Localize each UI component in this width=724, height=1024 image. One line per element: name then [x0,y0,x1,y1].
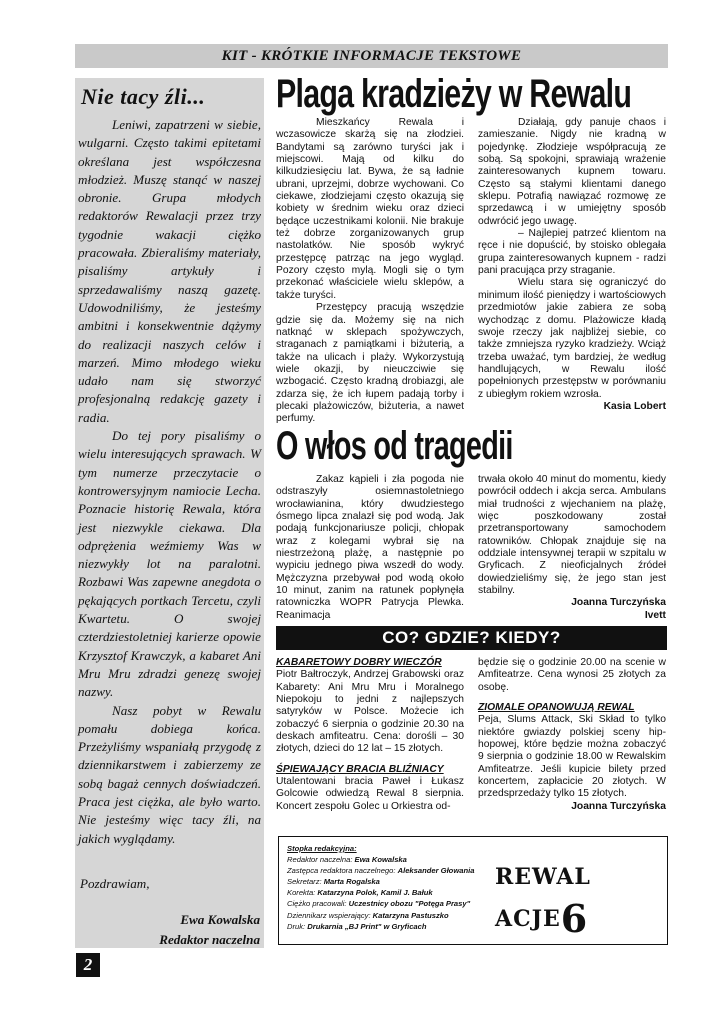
event-title: KABARETOWY DOBRY WIECZÓR [276,657,442,668]
event-title: ŚPIEWAJĄCY BRACIA BLIŹNIACY [276,763,444,775]
event-author: Joanna Turczyńska [571,800,666,812]
event-text: Peja, Slums Attack, Ski Skład to tylko niektóre gwiazdy polskiej sceny hip-hopowej, które będzie można zobaczyć 9 sierpnia o godzinie 18.00 w Rewalskim Amfiteatrze. Jeśli kupicie bilety przed koncertem, zapłacicie 20 złotych. W przedsprzedaży tylko 15 złotych. [478,714,666,800]
masthead [287,843,474,932]
article-headline: O włos od tragedii [276,424,513,468]
article-author: Ivett [644,609,666,621]
article-paragraph: – Najlepiej patrzeć klientom na ręce i nie dopuścić, by stoisko oblegała grupa zainteresowanych kupnem - radzi pani pracująca przy straganie. [478,228,666,277]
event-text: będzie się o godzinie 20.00 na scenie w Amfiteatrze. Cena wynosi 25 złotych za osobę. [478,657,666,693]
editorial-paragraph: Leniwi, zapatrzeni w siebie, wulgarni. Często takimi epitetami określana jest współczesna młodzież. Muszę stanąć w naszej obronie. Grupa młodych redaktorów Rewalacji przez trzy tygodnie wakacji ciężko pracowała. Zbieraliśmy materiały, pisaliśmy artykuły i sprzedawaliśmy naszą gazetę. Udowodniliśmy, że jesteśmy ambitni i konsekwentnie dążymy do realizacji naszych celów i marzeń. Mimo młodego wieku udało nam się stworzyć profesjonalną redakcję gazety i radia. [78,117,261,425]
events-header: CO? GDZIE? KIEDY? [276,626,667,650]
article-column [276,474,464,622]
event-title: ZIOMALE OPANOWUJĄ REWAL [478,702,635,714]
masthead-row: Ciężko pracowali: Uczestnicy obozu "Potęga Prasy" [287,899,471,909]
rewalacje-logo [495,864,667,941]
masthead-row: Sekretarz: Marta Rogalska [287,877,380,887]
article-paragraph: Mieszkańcy Rewala i wczasowicze skarżą się na złodziei. Bandytami są zarówno turyści jak i miejscowi. Mają od kilku do kilkudziesięciu lat. Bywa, że są ładnie ubrani, uprzejmi, dobrze wychowani. Co ciekawe, złodziejami często okazują się kobiety w średnim wieku oraz dzieci będące uczestnikami kolonii. Nie brakuje też dobrze zorganizowanych grup nastolatków. Nie sposób wykryć przestępcę patrząc na jego wygląd. Pozory często mylą. Mogli się o tym przekonać właściciele wielu sklepów, a także turyści. [276,117,464,301]
events-column [478,657,666,813]
event-text: Piotr Bałtroczyk, Andrzej Grabowski oraz Kabarety: Ani Mru Mru i Moralnego Niepokoju to jedni z najlepszych satyryków w Polsce. Możecie ich zobaczyć 6 sierpnia o godzinie 20.30 na deskach amfiteatru. Cena: dorośli – 30 złotych, dzieci do 12 lat – 15 złotych. [276,669,464,755]
editorial-paragraph: Do tej pory pisaliśmy o wielu interesujących sprawach. W tym numerze przeczytacie o kontrowersyjnym namiocie Lecha. Poznacie historię Rewala, która jest niezwykle ciekawa. Dla odprężenia weźmiemy Was w niezwykły lot na paralotni. Rozbawi Was zapewne anegdota o pękających portkach Tercetu, czyli Kwartetu. O swojej czterdziestoletniej karierze opowie Krzysztof Krawczyk, a kabaret Ani Mru Mru zdradzi genezę swojej nazwy. [78,428,261,700]
editorial-signature [159,910,260,950]
editorial-title: Nie tacy źli... [81,84,206,109]
article-column [276,117,464,426]
masthead-row: Zastępca redaktora naczelnego: Aleksander Głowania [287,866,475,876]
editorial-greeting: Pozdrawiam, [80,876,150,891]
editorial-role: Redaktor naczelna [159,932,260,947]
masthead-title: Stopka redakcyjna: [287,844,357,853]
article-author: Kasia Lobert [603,400,666,412]
masthead-row: Druk: Drukarnia „BJ Print" w Gryficach [287,921,427,931]
masthead-row: Korekta: Katarzyna Polok, Kamil J. Bałuk [287,888,433,898]
logo-text: REWAL ACJE [495,864,591,932]
events-column [276,657,464,813]
article-headline: Plaga kradzieży w Rewalu [276,72,632,116]
article-paragraph: Zakaz kąpieli i zła pogoda nie odstraszyły osiemnastoletniego wrocławianina, który dwudziestego ósmego lipca znalazł się pod wodą. Jak podają funkcjonariusze policji, chłopak wraz z kolegami wybrał się na niestrzeżoną plażę, a następnie po wypiciu jednego piwa wszedł do wody. Mężczyzna przebywał pod wodą około 10 minut, zanim na ratunek popłynęła ratowniczka WOPR Patrycja Plewka. Reanimacja [276,474,464,621]
logo-number: 6 [560,896,589,941]
editorial-author: Ewa Kowalska [180,912,260,927]
article-author: Joanna Turczyńska [571,597,666,609]
event-text: Utalentowani bracia Paweł i Łukasz Golcowie odwiedzą Rewal 8 sierpnia. Koncert zespołu Golec u Orkiestra od- [276,776,464,812]
article-paragraph: Działają, gdy panuje chaos i zamieszanie. Nigdy nie kradną w pojedynkę. Złodzieje współpracują ze sobą. Są spokojni, sprawiają wrażenie zainteresowanych kupnem towaru. Często są stałymi klientami danego sklepu. Potrafią nawiązać rozmowę ze sprzedawcą i w umiejętny sposób odwrócić jego uwagę. [478,117,666,227]
section-header: KIT - KRÓTKIE INFORMACJE TEKSTOWE [75,44,668,68]
article-paragraph: Wielu stara się ograniczyć do minimum ilość pieniędzy i wartościowych przedmiotów jakie zabiera ze sobą wychodząc z domu. Plażowicze kładą swoje rzeczy jak najbliżej siebie, co także zmniejsza ryzyko kradzieży. Wciąż trzeba uważać, tym bardziej, że według handlujących, w Rewalu ilość popełnionych przestępstw w porównaniu z ubiegłym rokiem wzrosła. [478,277,666,400]
editorial-box [75,78,264,948]
article-column [478,117,666,413]
masthead-row: Redaktor naczelna: Ewa Kowalska [287,855,407,865]
page-number: 2 [76,953,100,977]
article-paragraph: Przestępcy pracują wszędzie gdzie się da. Możemy się na nich natknąć w sklepach spożywczych, straganach z pamiątkami i biżuterią, a także na ulicach i plaży. Wykorzystują wiele okazji, by nieuczciwie się wzbogacić. Często kradną drobiazgi, ale zdarza się, że ich łupem padają torby i plecaki plażowiczów, biżuteria, a nawet perfumy. [276,302,464,425]
article-paragraph: trwała około 40 minut do momentu, kiedy powrócił oddech i akcja serca. Ambulans miał trudności z wjechaniem na plażę, więc poszkodowany został przetransportowany samochodem ratowników. Chłopak znajduje się na oddziale intensywnej terapii w szpitalu w Gryficach. Z nieoficjalnych źródeł dowiedzieliśmy się, że jego stan jest stabilny. [478,474,666,597]
masthead-row: Dziennikarz wspierający: Katarzyna Pastuszko [287,910,449,920]
masthead-box [278,836,668,945]
editorial-paragraph: Nasz pobyt w Rewalu pomału dobiega końca. Przeżyliśmy wspaniałą przygodę z dziennikarstwem i zabierzemy ze sobą bagaż cennych doświadczeń. Praca jest ciężka, ale było warto. Nie jesteśmy więc tacy źli, na jakich wyglądamy. [78,702,261,846]
article-column [478,474,666,622]
